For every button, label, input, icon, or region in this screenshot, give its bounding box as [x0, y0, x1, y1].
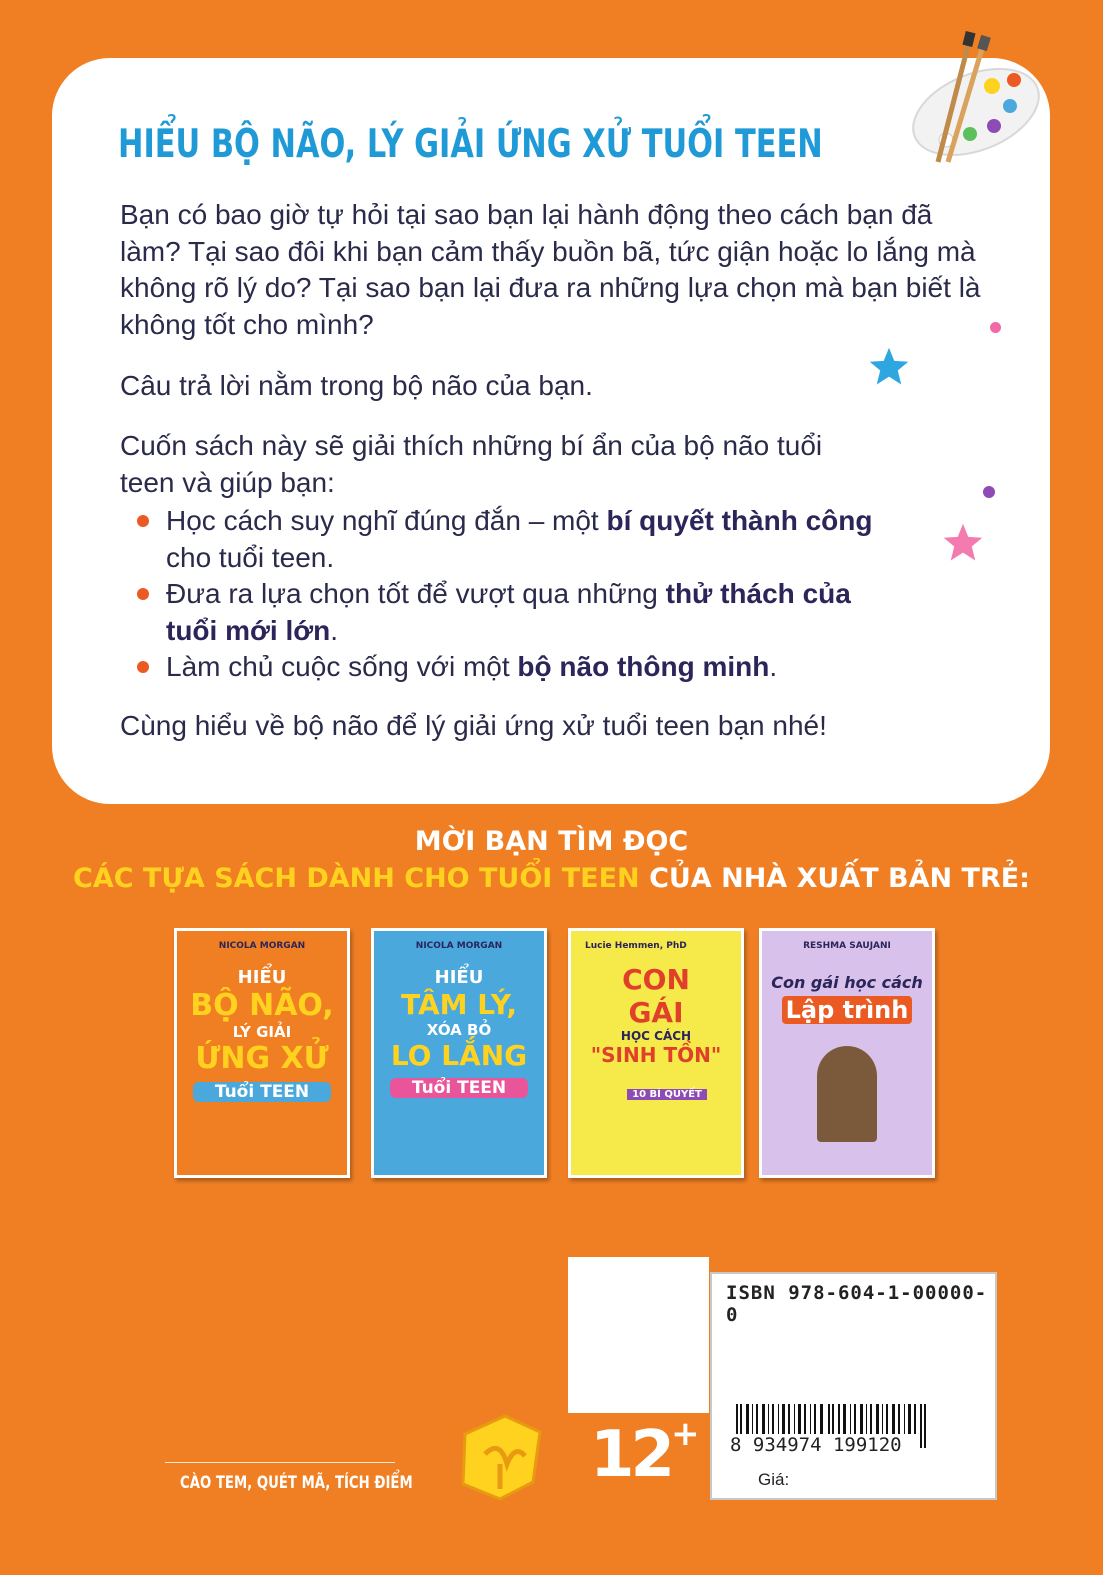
bullet-dot-icon [137, 588, 149, 600]
bullet-dot-icon [137, 661, 149, 673]
book-cover[interactable]: Lucie Hemmen, PhD CON GÁI HỌC CÁCH "SINH TỒN" 10 BÍ QUYẾT [568, 928, 744, 1178]
age-rating: 12+ [590, 1414, 696, 1492]
page-title: HIỂU BỘ NÃO, LÝ GIẢI ỨNG XỬ TUỔI TEEN [118, 122, 823, 167]
barcode-box [710, 1272, 997, 1500]
barcode-number: 8 934974 199120 [730, 1434, 902, 1456]
pink-dot-icon [990, 322, 1001, 333]
purple-dot-icon [983, 486, 995, 498]
price-label: Giá: [758, 1470, 790, 1489]
book-cover-list [0, 928, 1103, 1176]
isbn-text: ISBN 978-604-1-00000-0 [726, 1282, 988, 1326]
publisher-logo-icon [445, 1404, 555, 1504]
price-sticker [568, 1257, 709, 1413]
divider [165, 1462, 395, 1463]
benefit-list [135, 503, 895, 686]
paint-palette-icon [898, 30, 1048, 170]
invite-heading: MỜI BẠN TÌM ĐỌC [414, 826, 689, 857]
book-cover[interactable]: NICOLA MORGAN HIỂU BỘ NÃO, LÝ GIẢI ỨNG XỬ Tuổi TEEN [174, 928, 350, 1178]
book-cover[interactable]: RESHMA SAUJANI Con gái học cách Lập trình [759, 928, 935, 1178]
book-cover[interactable]: NICOLA MORGAN HIỂU TÂM LÝ, XÓA BỎ LO LẮNG Tuổi TEEN [371, 928, 547, 1178]
answer-paragraph: Câu trả lời nằm trong bộ não của bạn. [120, 370, 593, 401]
blue-star-icon [868, 346, 910, 388]
bullet-dot-icon [137, 515, 149, 527]
list-item: Học cách suy nghĩ đúng đắn – một bí quyết thành công cho tuổi teen. [135, 503, 895, 576]
book-purpose-paragraph: Cuốn sách này sẽ giải thích những bí ẩn của bộ não tuổi teen và giúp bạn: [120, 430, 823, 498]
intro-paragraph: Bạn có bao giờ tự hỏi tại sao bạn lại hành động theo cách bạn đã làm? Tại sao đôi khi bạn cảm thấy buồn bã, tức giận hoặc lo lắng mà không rõ lý do? Tại sao bạn lại đưa ra những lựa chọn mà bạn biết là không tốt cho mình? [120, 199, 981, 340]
pink-star-icon [942, 522, 984, 564]
list-item: Đưa ra lựa chọn tốt để vượt qua những thử thách của tuổi mới lớn. [135, 576, 895, 649]
girl-illustration [817, 1046, 877, 1142]
scratch-code-text: CÀO TEM, QUÉT MÃ, TÍCH ĐIỂM [180, 1473, 413, 1493]
list-item: Làm chủ cuộc sống với một bộ não thông minh. [135, 649, 895, 686]
closing-line: Cùng hiểu về bộ não để lý giải ứng xử tuổi teen bạn nhé! [120, 710, 827, 741]
invite-subheading: CÁC TỰA SÁCH DÀNH CHO TUỔI TEEN CỦA NHÀ XUẤT BẢN TRẺ: [73, 863, 1030, 894]
